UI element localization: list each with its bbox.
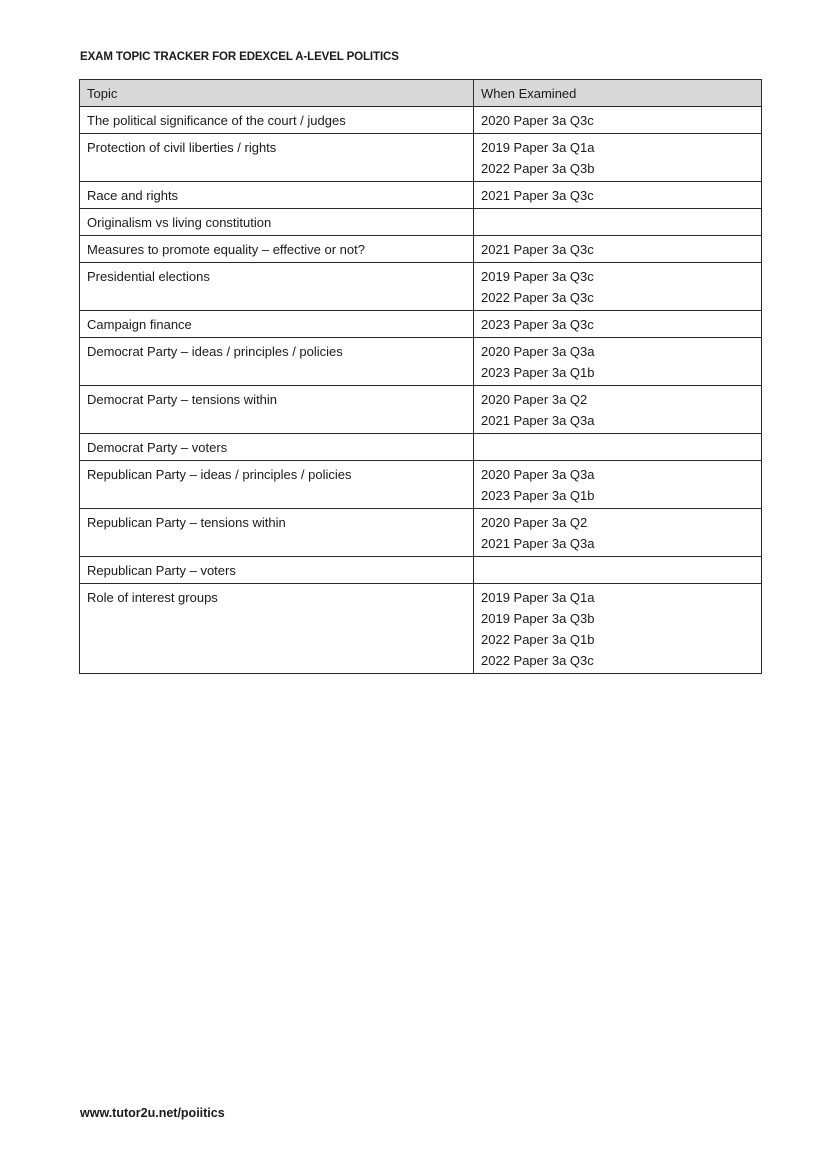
topic-cell: Republican Party – tensions within <box>80 509 474 557</box>
exam-reference: 2020 Paper 3a Q3a <box>481 344 595 359</box>
when-examined-cell <box>474 386 762 434</box>
table-row <box>80 107 762 134</box>
exam-reference: 2022 Paper 3a Q1b <box>481 632 595 647</box>
topic-cell: Presidential elections <box>80 263 474 311</box>
table-body <box>80 107 762 674</box>
table-row <box>80 209 762 236</box>
table-row <box>80 434 762 461</box>
topic-cell: Democrat Party – ideas / principles / policies <box>80 338 474 386</box>
topic-cell: Protection of civil liberties / rights <box>80 134 474 182</box>
exam-reference: 2020 Paper 3a Q3c <box>481 113 594 128</box>
exam-reference: 2021 Paper 3a Q3c <box>481 242 594 257</box>
when-examined-cell <box>474 584 762 674</box>
exam-reference: 2023 Paper 3a Q1b <box>481 488 595 503</box>
header-topic: Topic <box>80 80 474 107</box>
when-examined-cell <box>474 107 762 134</box>
table-row <box>80 461 762 509</box>
exam-reference: 2020 Paper 3a Q2 <box>481 392 588 407</box>
exam-reference: 2019 Paper 3a Q3b <box>481 611 595 626</box>
when-examined-cell <box>474 338 762 386</box>
topic-cell: Republican Party – ideas / principles / policies <box>80 461 474 509</box>
exam-reference: 2021 Paper 3a Q3a <box>481 413 595 428</box>
topic-cell: Measures to promote equality – effective or not? <box>80 236 474 263</box>
exam-reference: 2022 Paper 3a Q3c <box>481 653 594 668</box>
exam-reference: 2020 Paper 3a Q3a <box>481 467 595 482</box>
topic-tracker-table <box>79 79 762 674</box>
topic-cell: Race and rights <box>80 182 474 209</box>
exam-reference: 2023 Paper 3a Q1b <box>481 365 595 380</box>
exam-reference: 2019 Paper 3a Q1a <box>481 590 595 605</box>
when-examined-cell <box>474 134 762 182</box>
when-examined-cell <box>474 236 762 263</box>
topic-cell: Republican Party – voters <box>80 557 474 584</box>
topic-cell: Democrat Party – voters <box>80 434 474 461</box>
exam-reference: 2019 Paper 3a Q3c <box>481 269 594 284</box>
when-examined-cell <box>474 434 762 461</box>
table-row <box>80 557 762 584</box>
header-when-examined: When Examined <box>474 80 762 107</box>
table-header-row <box>80 80 762 107</box>
when-examined-cell <box>474 311 762 338</box>
table-row <box>80 509 762 557</box>
exam-reference: 2021 Paper 3a Q3c <box>481 188 594 203</box>
table-row <box>80 386 762 434</box>
topic-cell: Campaign finance <box>80 311 474 338</box>
document-title: EXAM TOPIC TRACKER FOR EDEXCEL A-LEVEL POLITICS <box>80 51 399 63</box>
exam-reference: 2020 Paper 3a Q2 <box>481 515 588 530</box>
when-examined-cell <box>474 557 762 584</box>
topic-cell: The political significance of the court / judges <box>80 107 474 134</box>
table-row <box>80 236 762 263</box>
topic-cell: Role of interest groups <box>80 584 474 674</box>
footer-url: www.tutor2u.net/poiitics <box>80 1106 225 1120</box>
when-examined-cell <box>474 263 762 311</box>
table-row <box>80 134 762 182</box>
when-examined-cell <box>474 461 762 509</box>
table-row <box>80 584 762 674</box>
exam-reference: 2019 Paper 3a Q1a <box>481 140 595 155</box>
when-examined-cell <box>474 509 762 557</box>
table-row <box>80 311 762 338</box>
table-row <box>80 338 762 386</box>
topic-cell: Democrat Party – tensions within <box>80 386 474 434</box>
table-row <box>80 263 762 311</box>
table-row <box>80 182 762 209</box>
exam-reference: 2022 Paper 3a Q3b <box>481 161 595 176</box>
when-examined-cell <box>474 209 762 236</box>
exam-reference: 2021 Paper 3a Q3a <box>481 536 595 551</box>
exam-reference: 2022 Paper 3a Q3c <box>481 290 594 305</box>
topic-cell: Originalism vs living constitution <box>80 209 474 236</box>
exam-reference: 2023 Paper 3a Q3c <box>481 317 594 332</box>
when-examined-cell <box>474 182 762 209</box>
